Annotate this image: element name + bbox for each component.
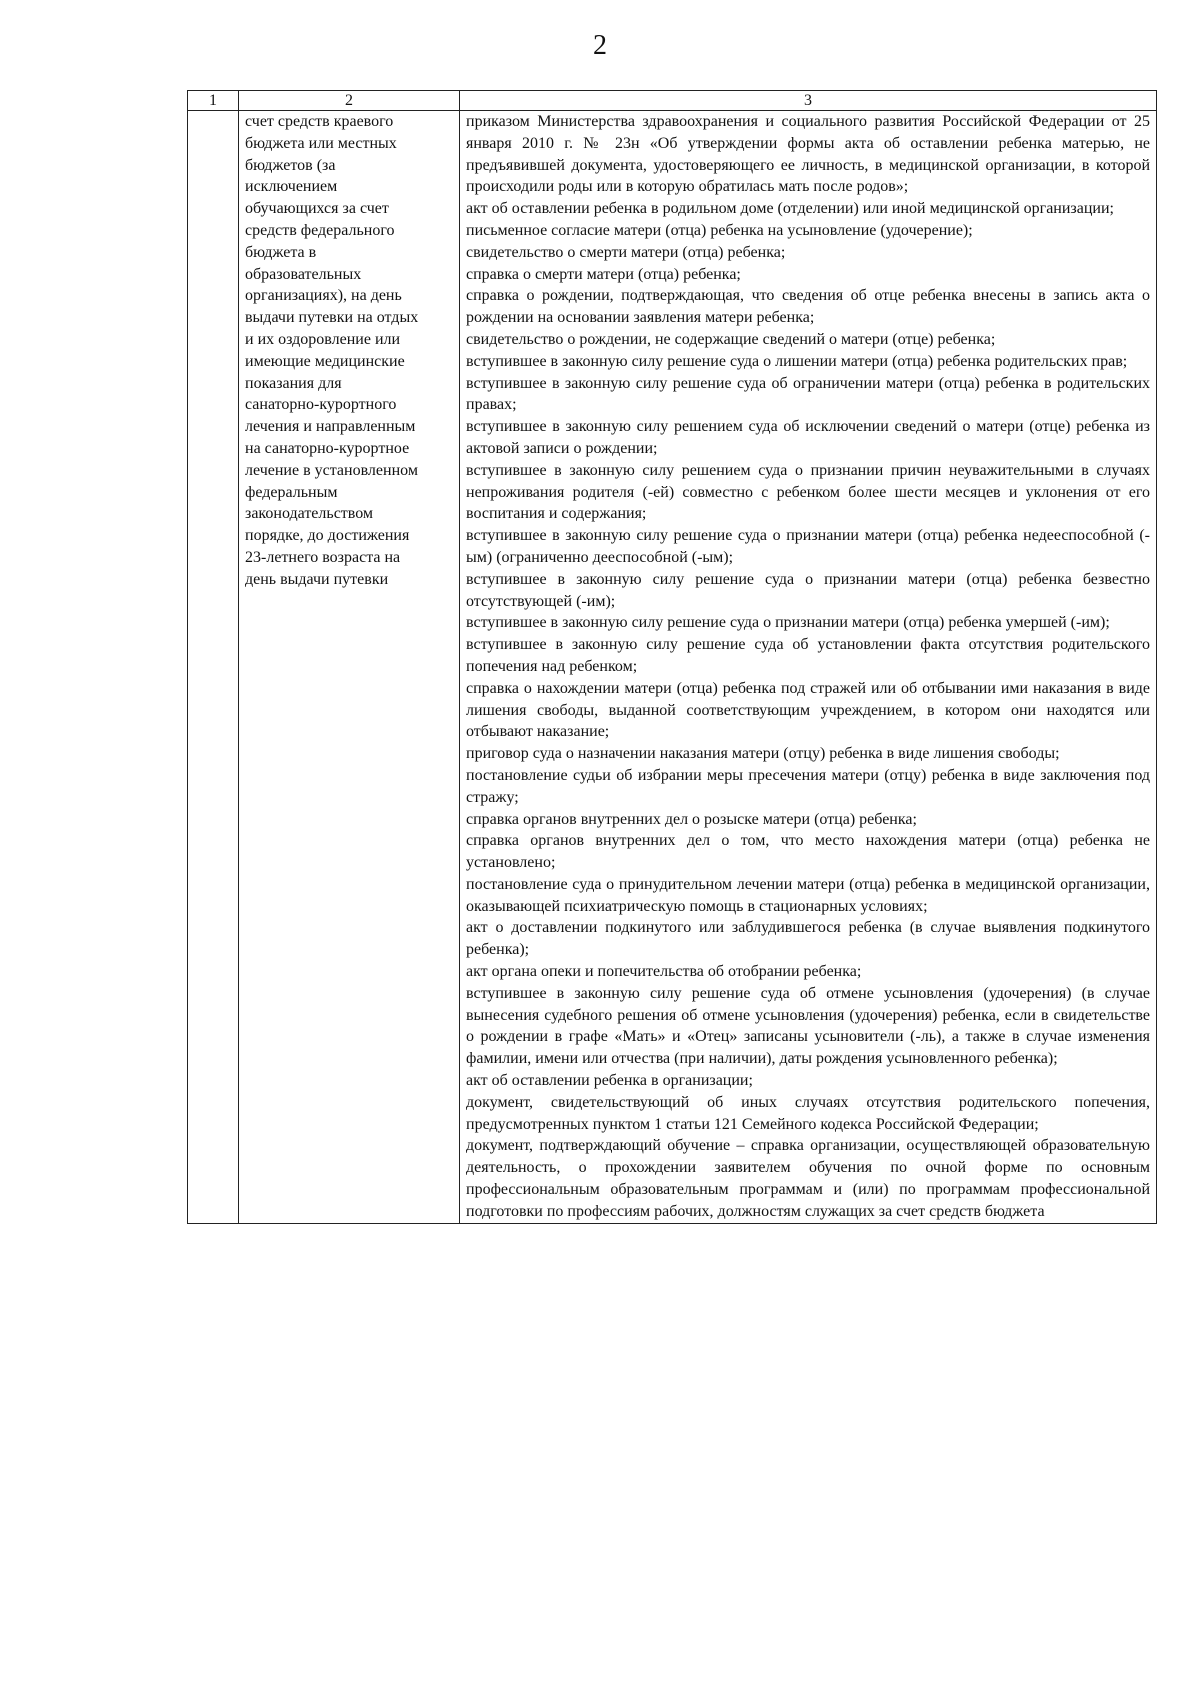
document-list-item: свидетельство о рождении, не содержащие сведений о матери (отце) ребенка; bbox=[466, 330, 996, 348]
category-text-line: на санаторно-курортное bbox=[245, 439, 410, 457]
column-1-cell bbox=[188, 111, 239, 1224]
document-list-item: вступившее в законную силу решение суда о признании матери (отца) ребенка недееспособной (-ым) (ограниченно дееспособной (-ым); bbox=[466, 527, 1150, 566]
document-list-item: справка органов внутренних дел о розыске матери (отца) ребенка; bbox=[466, 810, 917, 828]
document-list-item: справка о смерти матери (отца) ребенка; bbox=[466, 265, 741, 283]
category-text-line: показания для bbox=[245, 374, 342, 392]
document-list-item: акт об оставлении ребенка в организации; bbox=[466, 1072, 753, 1090]
category-text-line: средств федерального bbox=[245, 221, 395, 239]
document-list-item: акт о доставлении подкинутого или заблудившегося ребенка (в случае выявления подкинутого ребенка); bbox=[466, 919, 1150, 959]
document-list-item: приказом Министерства здравоохранения и социального развития Российской Федерации от 25 января 2010 г. № 23н «Об утверждении формы акта об оставлении ребенка матерью, не предъявившей документа, удостоверяющего ее личность, в медицинской организации, в которой происходили роды или в которую обратилась мать после родов»; bbox=[466, 113, 1150, 196]
document-list-item: вступившее в законную силу решение суда о лишении матери (отца) ребенка родительских прав; bbox=[466, 352, 1128, 370]
category-text-line: лечение в установленном bbox=[245, 461, 418, 479]
column-header-1: 1 bbox=[188, 91, 239, 111]
document-list-item: письменное согласие матери (отца) ребенка на усыновление (удочерение); bbox=[466, 221, 973, 239]
category-text-line: бюджета в bbox=[245, 243, 317, 261]
document-list-item: справка о нахождении матери (отца) ребенка под стражей или об отбывании ими наказания в виде лишения свободы, выданной соответствующим учреждением, в котором они находятся или отбывают наказание; bbox=[466, 679, 1150, 741]
category-text-line: обучающихся за счет bbox=[245, 200, 389, 218]
category-text-line: имеющие медицинские bbox=[245, 352, 405, 370]
category-text-line: лечения и направленным bbox=[245, 418, 416, 436]
document-list-item: свидетельство о смерти матери (отца) ребенка; bbox=[466, 243, 786, 261]
category-text-line: порядке, до достижения bbox=[245, 527, 410, 545]
document-list-item: документ, свидетельствующий об иных случаях отсутствия родительского попечения, предусмотренных пунктом 1 статьи 121 Семейного кодекса Российской Федерации; bbox=[466, 1093, 1150, 1133]
document-list-item: постановление суда о принудительном лечении матери (отца) ребенка в медицинской организации, оказывающей психиатрическую помощь в стационарных условиях; bbox=[466, 875, 1150, 915]
category-text-line: и их оздоровление или bbox=[245, 330, 401, 348]
category-text-line: исключением bbox=[245, 178, 338, 196]
category-text-line: санаторно-курортного bbox=[245, 396, 397, 414]
document-list-item: вступившее в законную силу решение суда об ограничении матери (отца) ребенка в родительских правах; bbox=[466, 374, 1150, 414]
document-list-item: приговор суда о назначении наказания матери (отцу) ребенка в виде лишения свободы; bbox=[466, 745, 1060, 763]
document-list-item: вступившее в законную силу решение суда о признании матери (отца) ребенка умершей (-им); bbox=[466, 614, 1110, 632]
document-list-item: акт об оставлении ребенка в родильном доме (отделении) или иной медицинской организации; bbox=[466, 200, 1114, 218]
category-text-line: бюджета или местных bbox=[245, 134, 397, 152]
documents-table bbox=[187, 90, 1157, 1224]
column-header-2: 2 bbox=[239, 91, 460, 111]
page-number: 2 bbox=[593, 30, 607, 61]
category-text-line: бюджетов (за bbox=[245, 156, 336, 174]
document-list-item: справка о рождении, подтверждающая, что сведения об отце ребенка внесены в запись акта о рождении на основании заявления матери ребенка; bbox=[466, 287, 1150, 327]
column-header-3: 3 bbox=[460, 91, 1157, 111]
document-list-item: постановление судьи об избрании меры пресечения матери (отцу) ребенка в виде заключения под стражу; bbox=[466, 766, 1150, 806]
document-list-item: вступившее в законную силу решение суда об установлении факта отсутствия родительского попечения над ребенком; bbox=[466, 636, 1150, 675]
category-text-line: выдачи путевки на отдых bbox=[245, 309, 419, 327]
table-row bbox=[188, 111, 1157, 1224]
category-text-line: счет средств краевого bbox=[245, 113, 394, 130]
category-text-line: образовательных bbox=[245, 265, 362, 283]
document-list-item: вступившее в законную силу решением суда об исключении сведений о матери (отце) ребенка из актовой записи о рождении; bbox=[466, 418, 1150, 457]
documents-list-cell bbox=[460, 111, 1157, 1224]
category-text-line: законодательством bbox=[245, 505, 374, 523]
document-list-item: документ, подтверждающий обучение – справка организации, осуществляющей образовательную деятельность, о прохождении заявителем обучения по очной форме по основным профессиональным образовательным программам и (или) по программам профессиональной подготовки по профессиям рабочих, должностям служащих за счет средств бюджета bbox=[466, 1137, 1150, 1220]
document-list-item: акт органа опеки и попечительства об отобрании ребенка; bbox=[466, 963, 862, 981]
document-list-item: вступившее в законную силу решение суда об отмене усыновления (удочерения) (в случае вынесения судебного решения об отмене усыновления (удочерения) ребенка, если в свидетельстве о рождении в графе «Мать» и «Отец» записаны усыновители (-ль), а также в случае изменения фамилии, имени или отчества (при наличии), даты рождения усыновленного ребенка); bbox=[466, 984, 1150, 1068]
category-text-line: организациях), на день bbox=[245, 287, 402, 305]
category-description-cell bbox=[239, 111, 460, 1224]
document-list-item: справка органов внутренних дел о том, что место нахождения матери (отца) ребенка не установлено; bbox=[466, 832, 1150, 872]
document-list-item: вступившее в законную силу решение суда о признании матери (отца) ребенка безвестно отсутствующей (-им); bbox=[466, 570, 1150, 610]
category-text-line: день выдачи путевки bbox=[245, 570, 389, 588]
category-text-line: 23-летнего возраста на bbox=[245, 548, 401, 566]
category-text-line: федеральным bbox=[245, 483, 338, 501]
table-header-row bbox=[188, 91, 1157, 111]
document-list-item: вступившее в законную силу решением суда о признании причин неуважительными в случаях непроживания родителя (-ей) совместно с ребенком более шести месяцев и уклонения от его воспитания и содержания; bbox=[466, 461, 1150, 523]
